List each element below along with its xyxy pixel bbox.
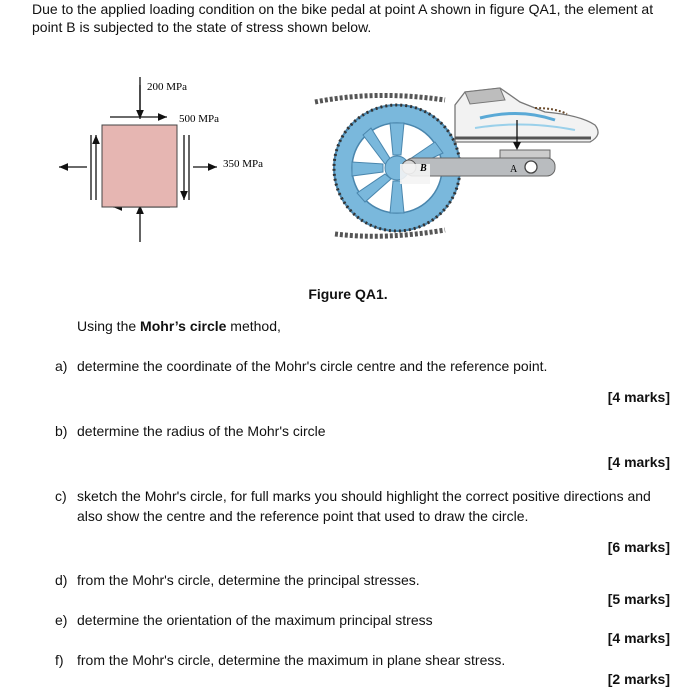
question-text: determine the radius of the Mohr's circle xyxy=(77,423,326,439)
question-text: from the Mohr's circle, determine the maximum in plane shear stress. xyxy=(77,652,506,668)
marks-f: [2 marks] xyxy=(607,671,670,687)
question-c xyxy=(55,486,667,526)
question-a xyxy=(55,356,667,376)
method-statement xyxy=(77,318,281,334)
label-350mpa: 350 MPa xyxy=(223,158,264,170)
question-e xyxy=(55,610,667,630)
pedal xyxy=(500,150,550,158)
marks-c: [6 marks] xyxy=(607,539,670,555)
stress-element-square xyxy=(102,125,177,207)
stress-element-figure xyxy=(55,75,295,250)
question-letter: f) xyxy=(55,652,64,668)
question-d xyxy=(55,570,667,590)
question-letter: d) xyxy=(55,572,68,588)
question-letter: c) xyxy=(55,488,67,504)
question-text: from the Mohr's circle, determine the principal stresses. xyxy=(77,572,420,588)
method-prefix: Using the xyxy=(77,318,141,334)
question-b xyxy=(55,421,667,441)
marks-b: [4 marks] xyxy=(607,454,670,470)
question-f xyxy=(55,650,667,670)
label-200mpa: 200 MPa xyxy=(147,81,188,93)
bike-pedal-figure xyxy=(305,80,605,245)
method-suffix: method, xyxy=(226,318,281,334)
question-text: determine the orientation of the maximum principal stress xyxy=(77,612,433,628)
label-500mpa: 500 MPa xyxy=(179,113,220,125)
question-text: determine the coordinate of the Mohr's circle centre and the reference point. xyxy=(77,358,548,374)
question-letter: e) xyxy=(55,612,68,628)
marks-a: [4 marks] xyxy=(607,389,670,405)
chain-top xyxy=(315,95,445,102)
question-text: sketch the Mohr's circle, for full marks you should highlight the correct positive directions and also show the centre and the reference point that used to draw the circle. xyxy=(77,488,651,524)
shoe xyxy=(455,88,598,142)
method-bold: Mohr’s circle xyxy=(140,318,227,334)
marks-d: [5 marks] xyxy=(607,591,670,607)
question-letter: b) xyxy=(55,423,68,439)
intro-text: Due to the applied loading condition on the bike pedal at point A shown in figure QA1, the element at point B is subjected to the state of stress shown below. xyxy=(32,1,654,35)
marks-e: [4 marks] xyxy=(607,630,670,646)
point-a-label: A xyxy=(510,164,518,175)
figure-caption: Figure QA1. xyxy=(308,286,388,302)
point-b-label: B xyxy=(420,163,427,174)
question-letter: a) xyxy=(55,358,68,374)
